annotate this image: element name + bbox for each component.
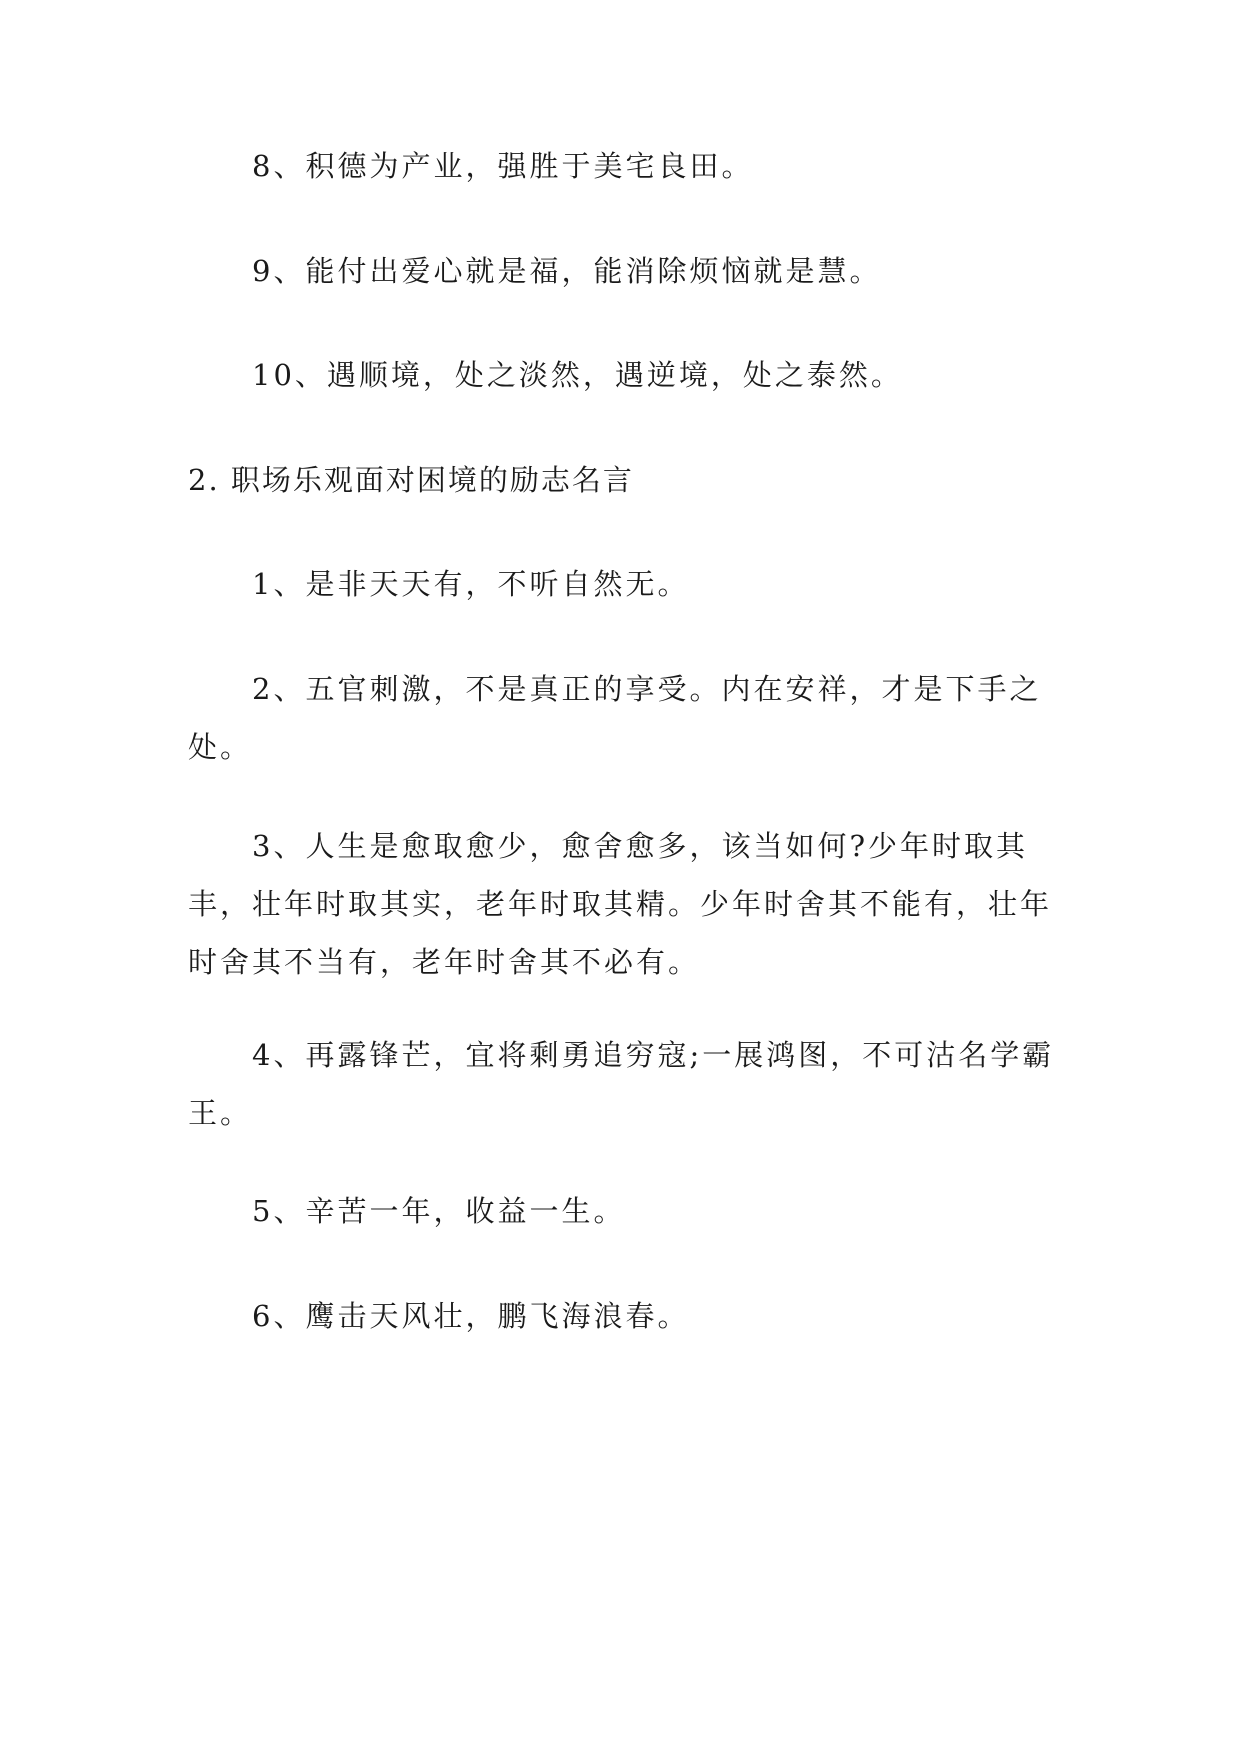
quote-item-1: 1、是非天天有，不听自然无。 — [252, 567, 690, 601]
section-heading: 2. 职场乐观面对困境的励志名言 — [188, 463, 634, 497]
quote-item-4: 4、再露锋芒，宜将剩勇追穷寇;一展鸿图，不可沽名学霸王。 — [188, 1038, 1055, 1130]
quote-line-9: 9、能付出爱心就是福，能消除烦恼就是慧。 — [252, 254, 882, 288]
quote-item-3: 3、人生是愈取愈少，愈舍愈多，该当如何?少年时取其丰，壮年时取其实，老年时取其精。少年时舍其不能有，壮年时舍其不当有，老年时舍其不必有。 — [188, 829, 1053, 979]
quote-item-5: 5、辛苦一年，收益一生。 — [252, 1194, 626, 1228]
quote-item-2: 2、五官刺激，不是真正的享受。内在安祥，才是下手之处。 — [188, 672, 1042, 764]
quote-item-6: 6、鹰击天风壮，鹏飞海浪春。 — [252, 1299, 690, 1333]
quote-line-8: 8、积德为产业，强胜于美宅良田。 — [252, 149, 754, 183]
quote-line-10: 10、遇顺境，处之淡然，遇逆境，处之泰然。 — [252, 358, 903, 392]
